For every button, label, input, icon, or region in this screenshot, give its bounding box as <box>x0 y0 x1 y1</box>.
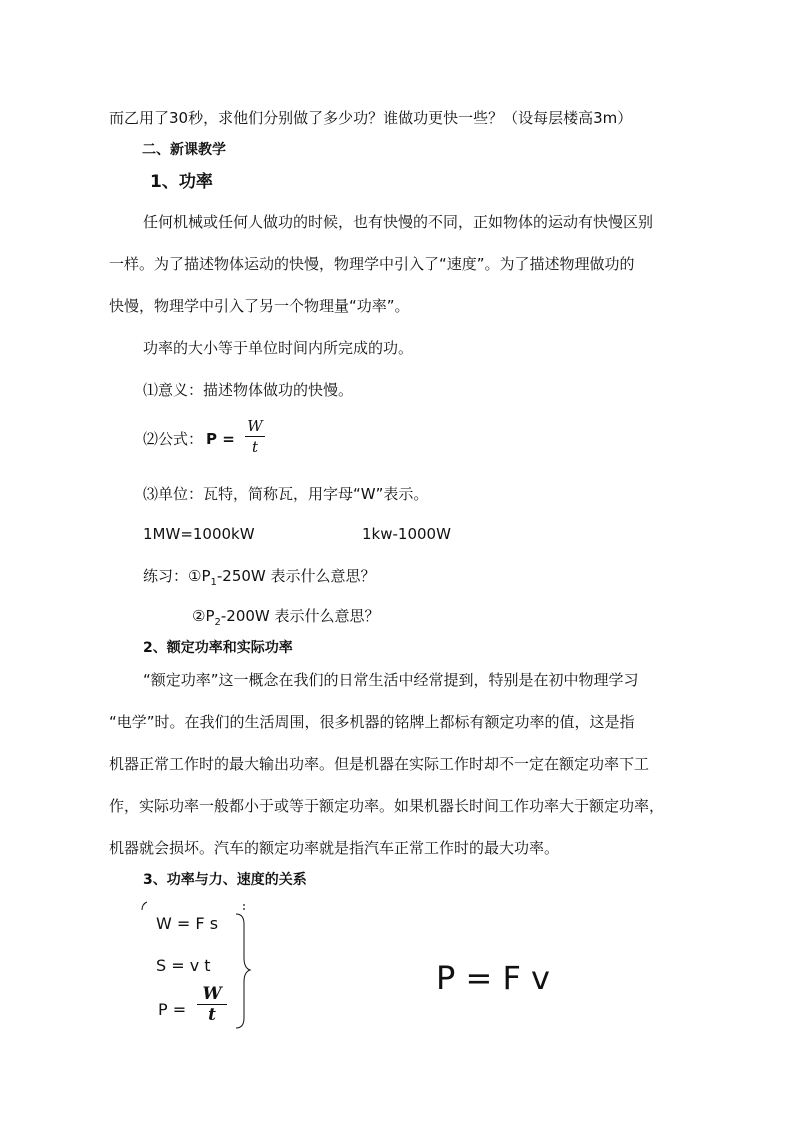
right-curly-brace <box>232 900 254 1034</box>
fraction-numerator: W <box>247 417 263 435</box>
fraction-denominator: t <box>251 438 259 456</box>
list-item-meaning: ⑴意义：描述物体做功的快慢。 <box>143 381 354 399</box>
paragraph-line: 一样。为了描述物体运动的快慢，物理学中引入了“速度”。为了描述物理做功的 <box>109 255 635 273</box>
paragraph-line: 机器正常工作时的最大输出功率。但是机器在实际工作时却不一定在额定功率下工 <box>109 755 650 773</box>
unit-conversion-right: 1kw-1000W <box>362 525 451 543</box>
equation-distance: S = v t <box>156 956 211 975</box>
paragraph-line: “电学”时。在我们的生活周围，很多机器的铭牌上都标有额定功率的值，这是指 <box>109 713 635 731</box>
fraction-w-over-t <box>197 985 227 1024</box>
intro-line: 而乙用了30秒，求他们分别做了多少功？谁做功更快一些？（设每层楼高3m） <box>109 109 633 127</box>
paragraph-line: 作，实际功率一般都小于或等于额定功率。如果机器长时间工作功率大于额定功率， <box>109 797 665 815</box>
section-title-new-lesson: 二、新课教学 <box>142 142 226 158</box>
list-item-unit: ⑶单位：瓦特，简称瓦，用字母“W”表示。 <box>143 485 429 503</box>
fraction-bar <box>245 436 265 437</box>
fraction-w-over-t <box>245 417 265 456</box>
fraction-denominator: t <box>208 1005 216 1025</box>
subsection-title-power: 1、功率 <box>150 172 213 192</box>
subsection-title-relation: 3、功率与力、速度的关系 <box>143 872 307 888</box>
result-equation: P = F v <box>436 959 550 997</box>
practice-item-2 <box>192 606 380 633</box>
definition-line: 功率的大小等于单位时间内所完成的功。 <box>143 339 414 357</box>
subscript: 1 <box>210 577 217 588</box>
paragraph-line: 机器就会损坏。汽车的额定功率就是指汽车正常工作时的最大功率。 <box>109 839 560 857</box>
practice-text: -250W 表示什么意思？ <box>216 567 376 585</box>
paragraph-line: 快慢，物理学中引入了另一个物理量“功率”。 <box>109 297 410 315</box>
unit-conversion-left: 1MW=1000kW <box>143 525 255 543</box>
equation-power-label: P = <box>158 1000 187 1019</box>
list-item-formula-label: ⑵公式： <box>143 430 204 448</box>
practice-text: -200W 表示什么意思？ <box>220 607 380 625</box>
paragraph-line: “额定功率”这一概念在我们的日常生活中经常提到，特别是在初中物理学习 <box>143 671 639 689</box>
paragraph-line: 任何机械或任何人做功的时候，也有快慢的不同，正如物体的运动有快慢区别 <box>143 213 654 231</box>
subscript: 2 <box>214 617 221 628</box>
left-bracket-mark <box>138 900 150 916</box>
formula-p-equals: P = <box>206 430 235 448</box>
subsection-title-rated-power: 2、额定功率和实际功率 <box>143 640 293 656</box>
practice-label: ②P <box>192 607 215 625</box>
fraction-numerator: W <box>202 984 222 1004</box>
practice-item-1 <box>143 566 376 593</box>
equation-work: W = F s <box>156 914 219 933</box>
practice-label: 练习：①P <box>143 567 211 585</box>
